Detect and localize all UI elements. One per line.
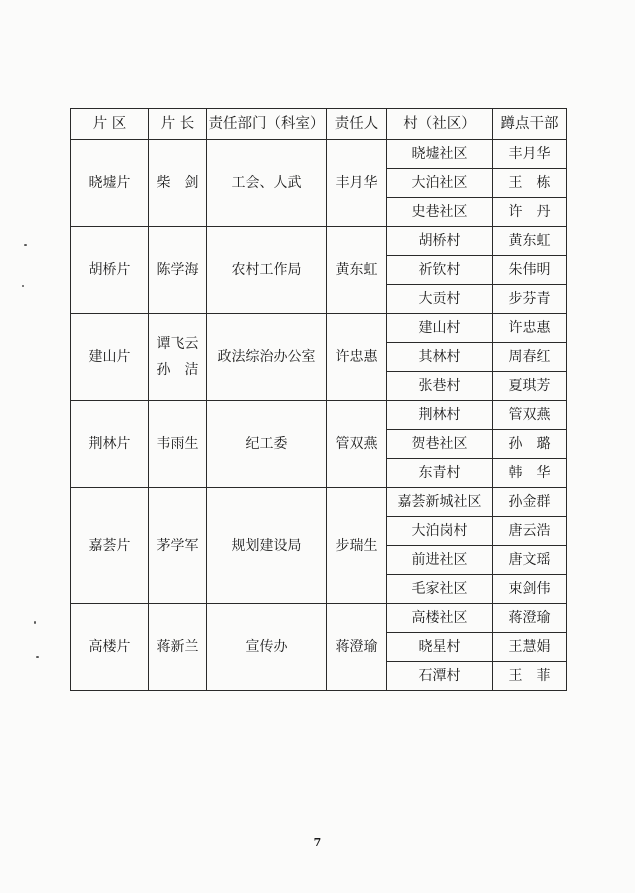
district-name-cell: 嘉荟片 — [71, 488, 149, 604]
cadre-cell: 孙金群 — [493, 488, 567, 517]
scan-speck — [36, 656, 39, 658]
department-cell: 宣传办 — [207, 604, 327, 691]
header-department: 责任部门（科室） — [207, 109, 327, 140]
cadre-cell: 周春红 — [493, 343, 567, 372]
district-leader-cell — [149, 604, 207, 691]
village-cell: 祈钦村 — [387, 256, 493, 285]
village-cell: 大泊岗村 — [387, 517, 493, 546]
village-cell: 东青村 — [387, 459, 493, 488]
cadre-cell: 管双燕 — [493, 401, 567, 430]
cadre-cell: 束剑伟 — [493, 575, 567, 604]
village-cell: 石潭村 — [387, 662, 493, 691]
village-cell: 荆林村 — [387, 401, 493, 430]
scan-speck — [34, 621, 36, 624]
cadre-cell: 王 栋 — [493, 169, 567, 198]
village-cell: 晓星村 — [387, 633, 493, 662]
district-leader-cell — [149, 140, 207, 227]
village-cell: 毛家社区 — [387, 575, 493, 604]
leader-name: 柴 剑 — [156, 175, 199, 191]
village-cell: 贺巷社区 — [387, 430, 493, 459]
district-name-cell: 晓墟片 — [71, 140, 149, 227]
cadre-cell: 王慧娟 — [493, 633, 567, 662]
header-village: 村（社区） — [387, 109, 493, 140]
village-cell: 大贡村 — [387, 285, 493, 314]
district-leader-cell — [149, 488, 207, 604]
department-cell: 工会、人武 — [207, 140, 327, 227]
cadre-cell: 王 菲 — [493, 662, 567, 691]
leader-name: 陈学海 — [156, 262, 199, 278]
header-person: 责任人 — [327, 109, 387, 140]
assignment-table-wrap — [70, 108, 566, 691]
district-name-cell: 高楼片 — [71, 604, 149, 691]
cadre-cell: 许忠惠 — [493, 314, 567, 343]
responsible-person-cell: 许忠惠 — [327, 314, 387, 401]
responsible-person-cell: 丰月华 — [327, 140, 387, 227]
table-row — [71, 140, 567, 169]
table-row — [71, 227, 567, 256]
department-cell: 农村工作局 — [207, 227, 327, 314]
village-cell: 前进社区 — [387, 546, 493, 575]
department-cell: 政法综治办公室 — [207, 314, 327, 401]
district-leader-cell — [149, 227, 207, 314]
table-row — [71, 314, 567, 343]
district-name-cell: 胡桥片 — [71, 227, 149, 314]
district-name-cell: 建山片 — [71, 314, 149, 401]
district-name-cell: 荆林片 — [71, 401, 149, 488]
village-cell: 其林村 — [387, 343, 493, 372]
header-leader: 片 长 — [149, 109, 207, 140]
village-cell: 嘉荟新城社区 — [387, 488, 493, 517]
village-cell: 晓墟社区 — [387, 140, 493, 169]
header-row — [71, 109, 567, 140]
cadre-cell: 蒋澄瑜 — [493, 604, 567, 633]
leader-name: 茅学军 — [156, 537, 199, 554]
assignment-table — [70, 108, 567, 691]
header-district: 片 区 — [71, 109, 149, 140]
page-number: 7 — [313, 836, 322, 849]
village-cell: 胡桥村 — [387, 227, 493, 256]
leader-name: 谭飞云 — [156, 336, 199, 352]
responsible-person-cell: 步瑞生 — [327, 488, 387, 604]
department-cell: 纪工委 — [207, 401, 327, 488]
cadre-cell: 许 丹 — [493, 198, 567, 227]
district-leader-cell — [149, 314, 207, 401]
cadre-cell: 夏琪芳 — [493, 372, 567, 401]
village-cell: 大泊社区 — [387, 169, 493, 198]
responsible-person-cell: 管双燕 — [327, 401, 387, 488]
cadre-cell: 韩 华 — [493, 459, 567, 488]
cadre-cell: 朱伟明 — [493, 256, 567, 285]
cadre-cell: 唐文瑶 — [493, 546, 567, 575]
leader-name: 韦雨生 — [156, 436, 199, 452]
cadre-cell: 唐云浩 — [493, 517, 567, 546]
village-cell: 史巷社区 — [387, 198, 493, 227]
cadre-cell: 步芬青 — [493, 285, 567, 314]
village-cell: 张巷村 — [387, 372, 493, 401]
table-row — [71, 401, 567, 430]
scan-speck — [22, 285, 24, 287]
department-cell: 规划建设局 — [207, 488, 327, 604]
cadre-cell: 黄东虹 — [493, 227, 567, 256]
village-cell: 高楼社区 — [387, 604, 493, 633]
responsible-person-cell: 蒋澄瑜 — [327, 604, 387, 691]
leader-name: 蒋新兰 — [156, 639, 199, 655]
cadre-cell: 孙 璐 — [493, 430, 567, 459]
leader-name: 孙 洁 — [156, 362, 199, 378]
table-row — [71, 488, 567, 517]
village-cell: 建山村 — [387, 314, 493, 343]
responsible-person-cell: 黄东虹 — [327, 227, 387, 314]
scan-speck — [24, 244, 27, 246]
header-cadre: 蹲点干部 — [493, 109, 567, 140]
table-body — [71, 140, 567, 691]
district-leader-cell — [149, 401, 207, 488]
table-row — [71, 604, 567, 633]
cadre-cell: 丰月华 — [493, 140, 567, 169]
